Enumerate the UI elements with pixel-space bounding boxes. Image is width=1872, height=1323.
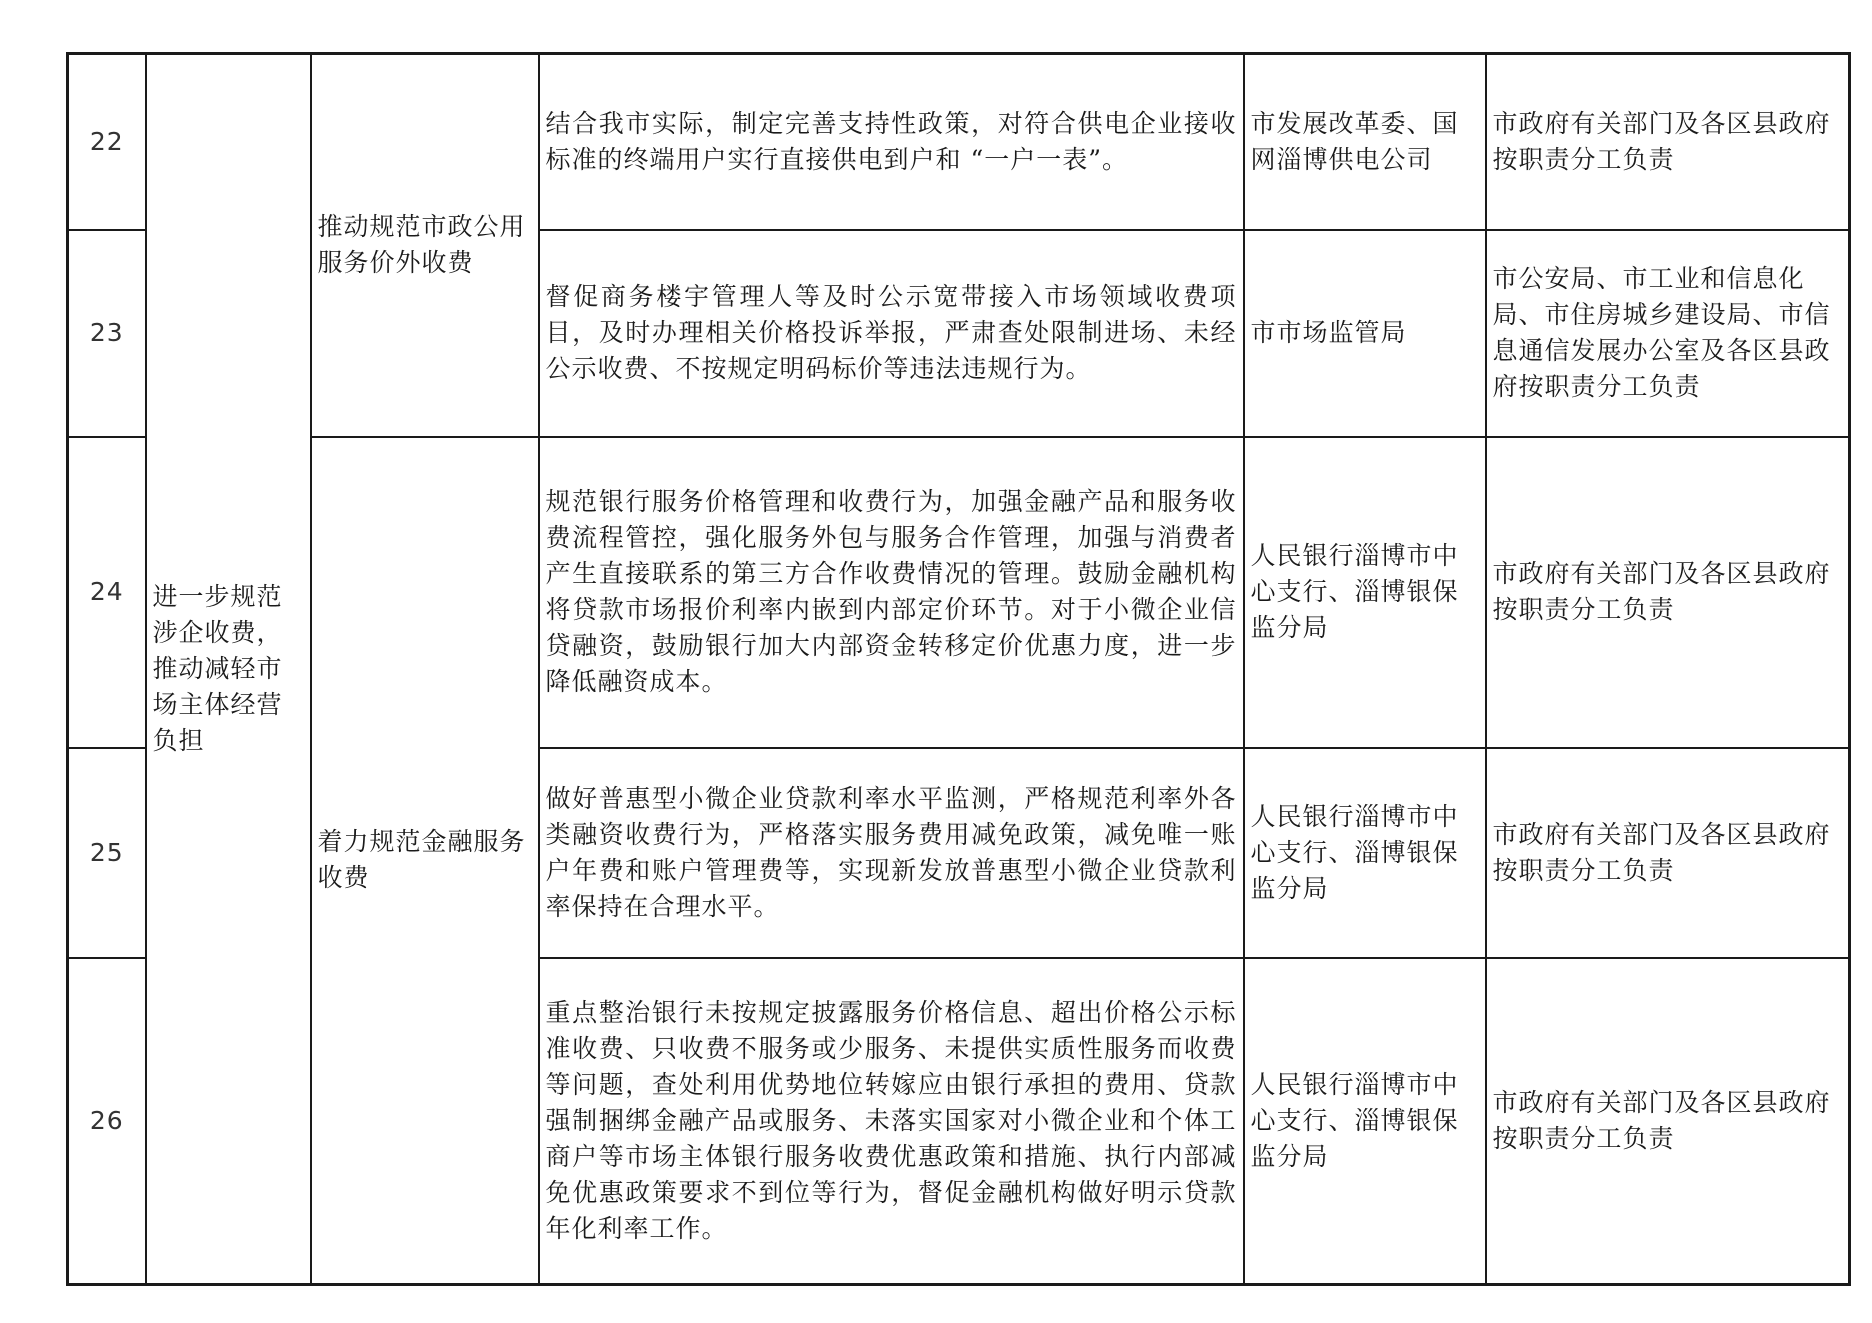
measure-cell: 做好普惠型小微企业贷款利率水平监测，严格规范利率外各类融资收费行为，严格落实服务费用减免政策，减免唯一账户年费和账户管理费等，实现新发放普惠型小微企业贷款利率保持在合理水平。 — [539, 748, 1244, 958]
cooperating-department-cell: 市政府有关部门及各区县政府按职责分工负责 — [1486, 748, 1850, 958]
lead-department-cell: 人民银行淄博市中心支行、淄博银保监分局 — [1244, 958, 1486, 1285]
measure-cell: 督促商务楼宇管理人等及时公示宽带接入市场领域收费项目，及时办理相关价格投诉举报，严肃查处限制进场、未经公示收费、不按规定明码标价等违法违规行为。 — [539, 230, 1244, 437]
cooperating-department-cell: 市政府有关部门及各区县政府按职责分工负责 — [1486, 54, 1850, 230]
row-number: 22 — [68, 54, 146, 230]
cooperating-department-cell: 市公安局、市工业和信息化局、市住房城乡建设局、市信息通信发展办公室及各区县政府按职责分工负责 — [1486, 230, 1850, 437]
lead-department-cell: 人民银行淄博市中心支行、淄博银保监分局 — [1244, 437, 1486, 748]
subcategory-cell: 着力规范金融服务收费 — [311, 437, 539, 1285]
row-number: 26 — [68, 958, 146, 1285]
table-row — [68, 54, 1850, 230]
subcategory-cell: 推动规范市政公用服务价外收费 — [311, 54, 539, 437]
table-row — [68, 437, 1850, 748]
category-cell: 进一步规范涉企收费，推动减轻市场主体经营负担 — [146, 54, 311, 1285]
row-number: 23 — [68, 230, 146, 437]
row-number: 24 — [68, 437, 146, 748]
measure-cell: 重点整治银行未按规定披露服务价格信息、超出价格公示标准收费、只收费不服务或少服务、未提供实质性服务而收费等问题，查处利用优势地位转嫁应由银行承担的费用、贷款强制捆绑金融产品或服务、未落实国家对小微企业和个体工商户等市场主体银行服务收费优惠政策和措施、执行内部减免优惠政策要求不到位等行为，督促金融机构做好明示贷款年化利率工作。 — [539, 958, 1244, 1285]
cooperating-department-cell: 市政府有关部门及各区县政府按职责分工负责 — [1486, 958, 1850, 1285]
lead-department-cell: 市市场监管局 — [1244, 230, 1486, 437]
measure-cell: 结合我市实际，制定完善支持性政策，对符合供电企业接收标准的终端用户实行直接供电到户和 “一户一表”。 — [539, 54, 1244, 230]
cooperating-department-cell: 市政府有关部门及各区县政府按职责分工负责 — [1486, 437, 1850, 748]
lead-department-cell: 市发展改革委、国网淄博供电公司 — [1244, 54, 1486, 230]
measure-cell: 规范银行服务价格管理和收费行为，加强金融产品和服务收费流程管控，强化服务外包与服务合作管理，加强与消费者产生直接联系的第三方合作收费情况的管理。鼓励金融机构将贷款市场报价利率内嵌到内部定价环节。对于小微企业信贷融资，鼓励银行加大内部资金转移定价优惠力度，进一步降低融资成本。 — [539, 437, 1244, 748]
lead-department-cell: 人民银行淄博市中心支行、淄博银保监分局 — [1244, 748, 1486, 958]
row-number: 25 — [68, 748, 146, 958]
measures-table — [66, 52, 1851, 1286]
